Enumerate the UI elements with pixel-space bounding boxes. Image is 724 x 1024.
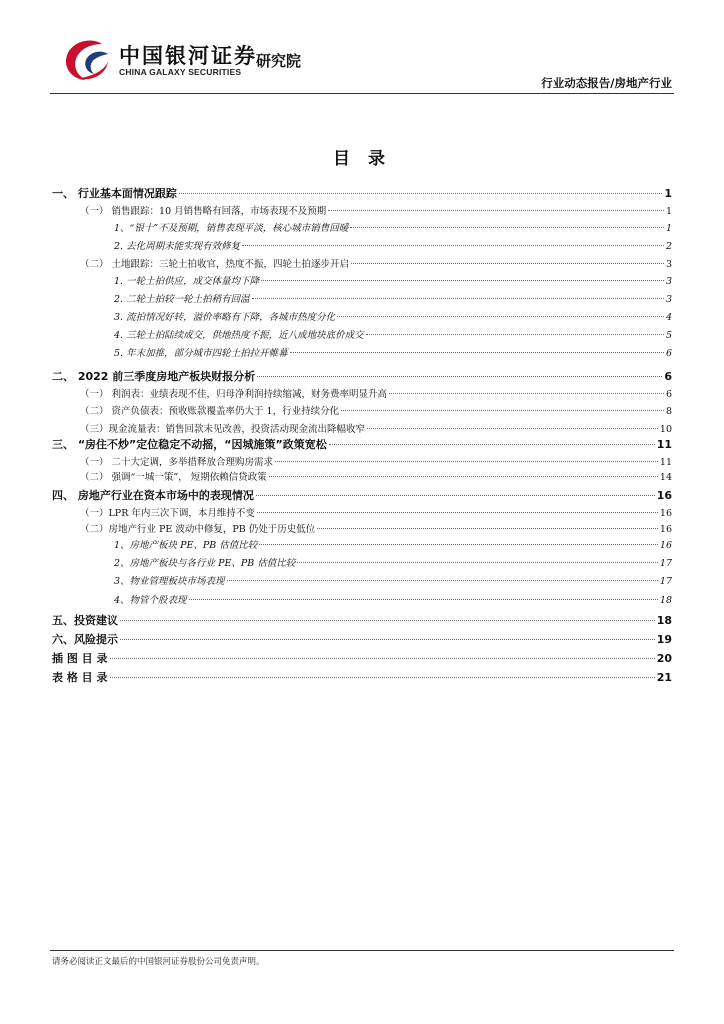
toc-entry[interactable] xyxy=(52,368,672,384)
toc-entry-page: 11 xyxy=(656,438,672,451)
toc-entry-title: 4. 三轮土拍陆续成交，供地热度不振，近八成地块底价成交 xyxy=(114,330,364,341)
toc-entry[interactable] xyxy=(80,454,672,468)
toc-dot-leader xyxy=(120,620,655,621)
toc-entry-page: 8 xyxy=(665,406,672,417)
toc-entry[interactable] xyxy=(114,309,672,323)
toc-entry-title: （二） 资产负债表：预收账款覆盖率仍大于 1，行业持续分化 xyxy=(80,406,340,417)
toc-entry-title: 一、 行业基本面情况跟踪 xyxy=(52,187,177,200)
toc-entry-page: 18 xyxy=(659,595,672,606)
toc-dot-leader xyxy=(179,193,663,194)
toc-entry[interactable] xyxy=(52,185,672,201)
toc-entry-title: 1. 一轮土拍供应，成交体量均下降 xyxy=(114,276,260,287)
toc-entry-title: （一）LPR 年内三次下调，本月维持不变 xyxy=(80,508,255,519)
toc-entry-title: （一） 二十大定调，多举措释放合理购房需求 xyxy=(80,457,274,468)
toc-dot-leader xyxy=(110,677,655,678)
toc-entry-title: （二）房地产行业 PE 波动中修复，PB 仍处于历史低位 xyxy=(80,524,316,535)
toc-dot-leader xyxy=(367,428,658,429)
toc-dot-leader xyxy=(189,599,658,600)
toc-dot-leader xyxy=(366,334,664,335)
toc-entry[interactable] xyxy=(114,291,672,305)
toc-entry[interactable] xyxy=(114,537,672,551)
toc-entry[interactable] xyxy=(80,421,672,435)
toc-entry-title: 2. 二轮土拍较一轮土拍稍有回温 xyxy=(114,294,250,305)
toc-entry[interactable] xyxy=(80,469,672,483)
toc-entry[interactable] xyxy=(114,573,672,587)
toc-entry-page: 1 xyxy=(665,223,672,234)
toc-entry-page: 3 xyxy=(665,276,672,287)
toc-entry-title: 六、风险提示 xyxy=(52,633,118,646)
toc-dot-leader xyxy=(351,263,664,264)
toc-entry-page: 17 xyxy=(659,558,672,569)
toc-entry-title: 三、 “房住不炒”定位稳定不动摇，“因城施策”政策宽松 xyxy=(52,438,327,451)
toc-entry[interactable] xyxy=(114,592,672,606)
toc-entry-page: 17 xyxy=(659,576,672,587)
header-divider xyxy=(50,93,674,94)
china-galaxy-logo-icon xyxy=(62,38,110,82)
toc-title: 目 录 xyxy=(333,149,391,169)
toc-entry[interactable] xyxy=(80,256,672,270)
toc-entry[interactable] xyxy=(52,631,672,647)
toc-entry-title: 4、物管个股表现 xyxy=(114,595,187,606)
toc-entry[interactable] xyxy=(114,273,672,287)
toc-entry[interactable] xyxy=(52,650,672,666)
toc-entry-page: 14 xyxy=(659,472,672,483)
footer-disclaimer: 请务必阅读正文最后的中国银河证券股份公司免责声明。 xyxy=(52,957,265,967)
toc-entry-title: 2. 去化周期未能实现有效修复 xyxy=(114,241,241,252)
toc-entry-page: 16 xyxy=(656,489,672,502)
toc-entry[interactable] xyxy=(114,327,672,341)
toc-entry[interactable] xyxy=(114,220,672,234)
toc-dot-leader xyxy=(290,352,664,353)
toc-entry-page: 5 xyxy=(665,330,672,341)
toc-dot-leader xyxy=(341,410,664,411)
toc-dot-leader xyxy=(329,444,655,445)
toc-entry-page: 1 xyxy=(664,187,672,200)
toc-entry-title: （一） 销售跟踪：10 月销售略有回落，市场表现不及预期 xyxy=(80,206,327,217)
toc-entry[interactable] xyxy=(114,238,672,252)
toc-dot-leader xyxy=(350,227,664,228)
toc-entry-page: 6 xyxy=(665,348,672,359)
toc-entry[interactable] xyxy=(52,669,672,685)
toc-entry-title: 插 图 目 录 xyxy=(52,652,108,665)
toc-dot-leader xyxy=(242,245,664,246)
toc-entry[interactable] xyxy=(114,555,672,569)
toc-entry-page: 3 xyxy=(665,294,672,305)
toc-entry[interactable] xyxy=(80,403,672,417)
toc-entry-title: 五、投资建议 xyxy=(52,614,118,627)
toc-entry-title: （二） 强调“一城一策”， 短期依赖信贷政策 xyxy=(80,472,267,483)
toc-dot-leader xyxy=(110,658,655,659)
toc-entry[interactable] xyxy=(80,521,672,535)
toc-dot-leader xyxy=(275,461,658,462)
toc-entry-page: 21 xyxy=(656,671,672,684)
toc-entry-title: （三）现金流量表：销售回款未见改善，投资活动现金流出降幅收窄 xyxy=(80,424,366,435)
toc-entry[interactable] xyxy=(52,487,672,503)
toc-dot-leader xyxy=(252,298,664,299)
toc-entry-page: 6 xyxy=(665,389,672,400)
toc-entry-page: 19 xyxy=(656,633,672,646)
toc-entry-title: （一） 利润表：业绩表现不佳，归母净利润持续缩减，财务费率明显升高 xyxy=(80,389,388,400)
toc-entry-title: 5. 年末加推，部分城市四轮土拍拉开帷幕 xyxy=(114,348,288,359)
toc-entry-page: 16 xyxy=(659,508,672,519)
toc-entry-page: 10 xyxy=(659,424,672,435)
toc-entry[interactable] xyxy=(80,505,672,519)
toc-entry-page: 2 xyxy=(665,241,672,252)
toc-dot-leader xyxy=(297,562,658,563)
toc-entry[interactable] xyxy=(52,612,672,628)
toc-dot-leader xyxy=(259,544,658,545)
toc-entry-title: 2、房地产板块与各行业 PE、PB 估值比较 xyxy=(114,558,296,569)
toc-entry-title: 3、物业管理板块市场表现 xyxy=(114,576,225,587)
toc-dot-leader xyxy=(120,639,655,640)
toc-dot-leader xyxy=(261,280,664,281)
toc-entry-page: 11 xyxy=(659,457,672,468)
brand-name-cn: 中国银河证券 xyxy=(119,44,257,68)
brand-department: 研究院 xyxy=(256,52,302,70)
toc-entry-title: 表 格 目 录 xyxy=(52,671,108,684)
toc-entry[interactable] xyxy=(52,436,672,452)
toc-entry-page: 16 xyxy=(659,524,672,535)
toc-dot-leader xyxy=(269,476,658,477)
toc-entry-page: 6 xyxy=(664,370,672,383)
toc-entry-title: 1、房地产板块 PE、PB 估值比较 xyxy=(114,540,258,551)
brand-name-en: CHINA GALAXY SECURITIES xyxy=(119,67,242,77)
toc-entry-page: 18 xyxy=(656,614,672,627)
toc-dot-leader xyxy=(256,495,655,496)
toc-entry-title: 3. 流拍情况好转，溢价率略有下降，各城市热度分化 xyxy=(114,312,336,323)
toc-entry-page: 4 xyxy=(665,312,672,323)
toc-dot-leader xyxy=(389,393,664,394)
toc-dot-leader xyxy=(328,210,664,211)
toc-entry-page: 16 xyxy=(659,540,672,551)
toc-entry[interactable] xyxy=(80,386,672,400)
toc-entry-page: 3 xyxy=(665,259,672,270)
toc-entry-title: 二、 2022 前三季度房地产板块财报分析 xyxy=(52,370,256,383)
report-type-label: 行业动态报告/房地产行业 xyxy=(541,76,672,90)
footer-divider xyxy=(50,950,674,951)
toc-entry[interactable] xyxy=(80,203,672,217)
toc-entry-title: 四、 房地产行业在资本市场中的表现情况 xyxy=(52,489,254,502)
toc-entry-page: 20 xyxy=(656,652,672,665)
toc-dot-leader xyxy=(317,528,658,529)
toc-entry-page: 1 xyxy=(665,206,672,217)
toc-dot-leader xyxy=(257,512,658,513)
toc-entry[interactable] xyxy=(114,345,672,359)
toc-dot-leader xyxy=(257,376,662,377)
toc-dot-leader xyxy=(337,316,664,317)
toc-entry-title: （二） 土地跟踪：三轮土拍收官，热度不振，四轮土拍逐步开启 xyxy=(80,259,350,270)
toc-dot-leader xyxy=(227,580,658,581)
toc-entry-title: 1、“银十”不及预期，销售表现平淡，核心城市销售回暖 xyxy=(114,223,349,234)
